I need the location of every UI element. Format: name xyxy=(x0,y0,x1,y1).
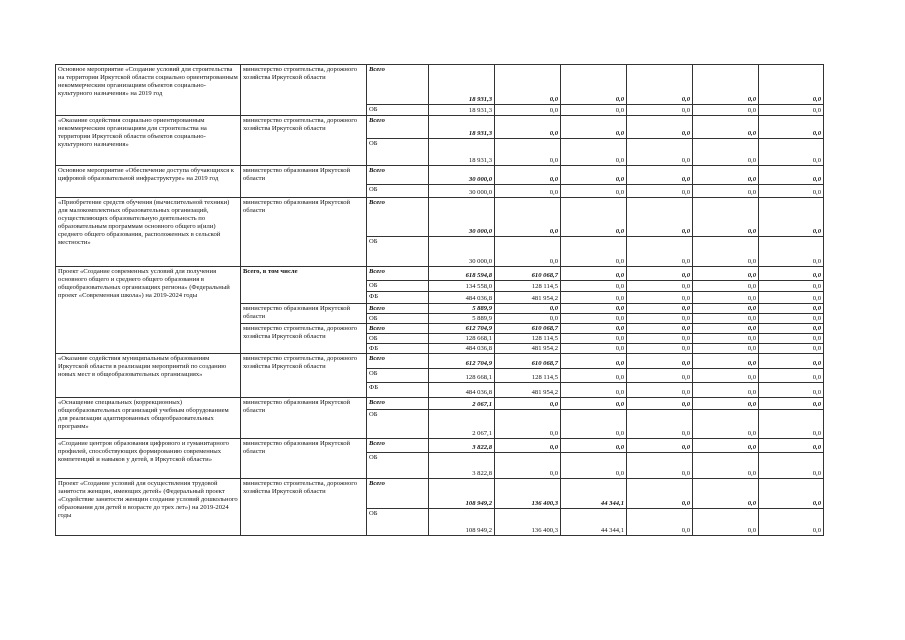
amount-cell: 0,0 xyxy=(759,369,824,383)
amount-cell: 0,0 xyxy=(561,139,627,166)
amount-cell: 0,0 xyxy=(627,398,693,410)
amount-cell: 0,0 xyxy=(759,324,824,334)
amount-cell: 481 954,2 xyxy=(495,292,561,304)
amount-cell: 0,0 xyxy=(495,410,561,439)
amount-cell: 0,0 xyxy=(561,185,627,198)
amount-cell: 484 036,8 xyxy=(429,344,495,354)
amount-cell: 0,0 xyxy=(627,369,693,383)
table-row xyxy=(56,65,824,105)
amount-cell: 108 949,2 xyxy=(429,509,495,536)
measure-description: Основное мероприятие «Создание условий для строительства на территории Иркутской области социально ориентированным некоммерческим организациям объектов социально-культурного назначения» на 2019 год xyxy=(56,65,241,116)
amount-cell: 0,0 xyxy=(627,139,693,166)
amount-cell: 0,0 xyxy=(495,139,561,166)
amount-cell: 0,0 xyxy=(693,198,759,237)
amount-cell: 128 114,5 xyxy=(495,369,561,383)
amount-cell: 0,0 xyxy=(693,479,759,509)
funding-source: ОБ xyxy=(367,334,429,344)
amount-cell: 0,0 xyxy=(627,410,693,439)
amount-cell: 0,0 xyxy=(495,453,561,479)
funding-source: ОБ xyxy=(367,509,429,536)
funding-source: ОБ xyxy=(367,314,429,324)
amount-cell: 0,0 xyxy=(495,439,561,453)
funding-source: Всего xyxy=(367,479,429,509)
amount-cell: 0,0 xyxy=(561,237,627,267)
amount-cell: 0,0 xyxy=(759,237,824,267)
measure-description: Проект «Создание условий для осуществления трудовой занятости женщин, имеющих детей» (Федеральный проект «Содействие занятости женщин создание условий дошкольного образования для детей в возрасте до трех лет») на 2019-2024 годы xyxy=(56,479,241,536)
measure-description: «Оказание содействия муниципальным образованиям Иркутской области в реализации мероприятий по созданию новых мест в общеобразовательных организациях» xyxy=(56,354,241,398)
responsible-executor: министерство образования Иркутской области xyxy=(241,439,367,479)
responsible-executor: министерство строительства, дорожного хозяйства Иркутской области xyxy=(241,65,367,116)
amount-cell: 0,0 xyxy=(759,354,824,369)
amount-cell: 0,0 xyxy=(561,334,627,344)
amount-cell: 18 931,3 xyxy=(429,65,495,105)
amount-cell: 0,0 xyxy=(561,410,627,439)
amount-cell: 0,0 xyxy=(627,453,693,479)
table-row xyxy=(56,398,824,410)
responsible-executor: министерство образования Иркутской области xyxy=(241,198,367,267)
responsible-executor: министерство образования Иркутской области xyxy=(241,304,367,324)
funding-source: Всего xyxy=(367,116,429,139)
funding-source: ОБ xyxy=(367,139,429,166)
amount-cell: 0,0 xyxy=(627,314,693,324)
amount-cell: 0,0 xyxy=(759,267,824,281)
responsible-executor: министерство строительства, дорожного хозяйства Иркутской области xyxy=(241,354,367,398)
amount-cell: 0,0 xyxy=(693,281,759,292)
amount-cell: 0,0 xyxy=(759,139,824,166)
amount-cell: 128 668,1 xyxy=(429,334,495,344)
amount-cell: 0,0 xyxy=(495,105,561,116)
funding-source: Всего xyxy=(367,198,429,237)
amount-cell: 0,0 xyxy=(759,314,824,324)
amount-cell: 0,0 xyxy=(627,166,693,185)
amount-cell: 0,0 xyxy=(627,509,693,536)
amount-cell: 618 594,8 xyxy=(429,267,495,281)
amount-cell: 0,0 xyxy=(627,354,693,369)
amount-cell: 481 954,2 xyxy=(495,344,561,354)
amount-cell: 0,0 xyxy=(693,304,759,314)
amount-cell: 0,0 xyxy=(561,398,627,410)
funding-source: Всего xyxy=(367,166,429,185)
amount-cell: 0,0 xyxy=(561,354,627,369)
amount-cell: 0,0 xyxy=(561,198,627,237)
amount-cell: 0,0 xyxy=(693,369,759,383)
amount-cell: 108 949,2 xyxy=(429,479,495,509)
amount-cell: 0,0 xyxy=(693,334,759,344)
amount-cell: 128 668,1 xyxy=(429,369,495,383)
amount-cell: 0,0 xyxy=(495,304,561,314)
amount-cell: 0,0 xyxy=(693,116,759,139)
amount-cell: 0,0 xyxy=(693,453,759,479)
measure-description: Основное мероприятие «Обеспечение доступа обучающихся к цифровой образовательной инфраструктуре» на 2019 год xyxy=(56,166,241,198)
table-body xyxy=(56,65,824,536)
amount-cell: 484 036,8 xyxy=(429,383,495,398)
document-page xyxy=(55,64,823,536)
amount-cell: 0,0 xyxy=(627,105,693,116)
amount-cell: 0,0 xyxy=(561,344,627,354)
amount-cell: 0,0 xyxy=(759,116,824,139)
funding-source: ОБ xyxy=(367,453,429,479)
amount-cell: 0,0 xyxy=(693,105,759,116)
amount-cell: 0,0 xyxy=(627,267,693,281)
amount-cell: 0,0 xyxy=(693,383,759,398)
amount-cell: 0,0 xyxy=(759,185,824,198)
amount-cell: 484 036,8 xyxy=(429,292,495,304)
responsible-executor: Всего, в том числе xyxy=(241,267,367,304)
amount-cell: 0,0 xyxy=(759,304,824,314)
amount-cell: 0,0 xyxy=(561,267,627,281)
amount-cell: 0,0 xyxy=(561,281,627,292)
amount-cell: 0,0 xyxy=(561,105,627,116)
amount-cell: 0,0 xyxy=(627,237,693,267)
funding-source: ОБ xyxy=(367,281,429,292)
funding-source: Всего xyxy=(367,439,429,453)
funding-source: ФБ xyxy=(367,383,429,398)
funding-source: Всего xyxy=(367,304,429,314)
amount-cell: 0,0 xyxy=(759,439,824,453)
amount-cell: 0,0 xyxy=(561,166,627,185)
measure-description: «Создание центров образования цифрового и гуманитарного профилей, способствующих формированию современных компетенций и навыков у детей, в Иркутской области» xyxy=(56,439,241,479)
amount-cell: 0,0 xyxy=(561,324,627,334)
amount-cell: 0,0 xyxy=(693,237,759,267)
amount-cell: 0,0 xyxy=(759,383,824,398)
amount-cell: 30 000,0 xyxy=(429,237,495,267)
responsible-executor: министерство образования Иркутской области xyxy=(241,166,367,198)
amount-cell: 0,0 xyxy=(495,116,561,139)
amount-cell: 44 344,1 xyxy=(561,509,627,536)
amount-cell: 134 558,0 xyxy=(429,281,495,292)
amount-cell: 30 000,0 xyxy=(429,185,495,198)
amount-cell: 0,0 xyxy=(759,292,824,304)
amount-cell: 0,0 xyxy=(693,139,759,166)
amount-cell: 0,0 xyxy=(759,344,824,354)
amount-cell: 0,0 xyxy=(561,65,627,105)
funding-source: Всего xyxy=(367,324,429,334)
responsible-executor: министерство строительства, дорожного хозяйства Иркутской области xyxy=(241,116,367,166)
amount-cell: 5 889,9 xyxy=(429,304,495,314)
amount-cell: 0,0 xyxy=(627,334,693,344)
amount-cell: 0,0 xyxy=(693,324,759,334)
amount-cell: 0,0 xyxy=(693,398,759,410)
measure-description: «Оказание содействия социально ориентированным некоммерческим организациям для строительства на территории Иркутской области объектов социально-культурного назначения» xyxy=(56,116,241,166)
amount-cell: 0,0 xyxy=(693,166,759,185)
amount-cell: 0,0 xyxy=(561,439,627,453)
amount-cell: 0,0 xyxy=(693,185,759,198)
amount-cell: 0,0 xyxy=(693,292,759,304)
amount-cell: 610 068,7 xyxy=(495,324,561,334)
amount-cell: 30 000,0 xyxy=(429,198,495,237)
funding-source: ОБ xyxy=(367,237,429,267)
amount-cell: 136 400,3 xyxy=(495,509,561,536)
amount-cell: 0,0 xyxy=(627,116,693,139)
responsible-executor: министерство образования Иркутской области xyxy=(241,398,367,439)
amount-cell: 30 000,0 xyxy=(429,166,495,185)
amount-cell: 0,0 xyxy=(495,314,561,324)
amount-cell: 0,0 xyxy=(759,453,824,479)
amount-cell: 0,0 xyxy=(627,439,693,453)
funding-source: ОБ xyxy=(367,185,429,198)
amount-cell: 2 067,1 xyxy=(429,410,495,439)
amount-cell: 481 954,2 xyxy=(495,383,561,398)
measure-description: Проект «Создание современных условий для получения основного общего и среднего общего образования в общеобразовательных организациях региона» (Федеральный проект «Современная школа») на 2019-2024 годы xyxy=(56,267,241,354)
amount-cell: 0,0 xyxy=(561,314,627,324)
budget-table xyxy=(55,64,824,536)
funding-source: Всего xyxy=(367,65,429,105)
amount-cell: 0,0 xyxy=(495,398,561,410)
responsible-executor: министерство строительства, дорожного хозяйства Иркутской области xyxy=(241,324,367,354)
amount-cell: 0,0 xyxy=(693,439,759,453)
measure-description: «Приобретение средств обучения (вычислительной техники) для малокомплектных образовательных организаций, осуществляющих образовательную деятельность по образовательным программам основного общего и(или) среднего общего образования, расположенных в сельской местности» xyxy=(56,198,241,267)
amount-cell: 18 931,3 xyxy=(429,105,495,116)
table-row xyxy=(56,166,824,185)
amount-cell: 128 114,5 xyxy=(495,334,561,344)
amount-cell: 18 931,3 xyxy=(429,139,495,166)
funding-source: Всего xyxy=(367,354,429,369)
amount-cell: 0,0 xyxy=(627,324,693,334)
amount-cell: 0,0 xyxy=(759,105,824,116)
amount-cell: 0,0 xyxy=(627,479,693,509)
table-row xyxy=(56,116,824,139)
amount-cell: 0,0 xyxy=(759,479,824,509)
amount-cell: 0,0 xyxy=(561,116,627,139)
amount-cell: 0,0 xyxy=(561,453,627,479)
amount-cell: 0,0 xyxy=(693,410,759,439)
table-row xyxy=(56,479,824,509)
table-row xyxy=(56,439,824,453)
funding-source: ОБ xyxy=(367,369,429,383)
amount-cell: 0,0 xyxy=(495,198,561,237)
funding-source: ФБ xyxy=(367,344,429,354)
amount-cell: 136 400,3 xyxy=(495,479,561,509)
amount-cell: 610 068,7 xyxy=(495,267,561,281)
amount-cell: 18 931,3 xyxy=(429,116,495,139)
amount-cell: 0,0 xyxy=(693,65,759,105)
amount-cell: 0,0 xyxy=(759,281,824,292)
amount-cell: 0,0 xyxy=(759,334,824,344)
amount-cell: 0,0 xyxy=(759,65,824,105)
table-row xyxy=(56,267,824,281)
amount-cell: 0,0 xyxy=(627,292,693,304)
amount-cell: 0,0 xyxy=(495,65,561,105)
amount-cell: 0,0 xyxy=(693,509,759,536)
amount-cell: 0,0 xyxy=(561,369,627,383)
amount-cell: 0,0 xyxy=(759,509,824,536)
amount-cell: 0,0 xyxy=(627,304,693,314)
responsible-executor: министерство строительства, дорожного хозяйства Иркутской области xyxy=(241,479,367,536)
amount-cell: 0,0 xyxy=(627,185,693,198)
funding-source: ОБ xyxy=(367,105,429,116)
amount-cell: 0,0 xyxy=(561,292,627,304)
amount-cell: 0,0 xyxy=(627,344,693,354)
amount-cell: 0,0 xyxy=(627,383,693,398)
amount-cell: 0,0 xyxy=(495,237,561,267)
amount-cell: 5 889,9 xyxy=(429,314,495,324)
amount-cell: 0,0 xyxy=(693,344,759,354)
amount-cell: 0,0 xyxy=(693,354,759,369)
amount-cell: 0,0 xyxy=(561,383,627,398)
amount-cell: 0,0 xyxy=(759,198,824,237)
amount-cell: 0,0 xyxy=(627,65,693,105)
table-row xyxy=(56,198,824,237)
amount-cell: 0,0 xyxy=(495,166,561,185)
amount-cell: 0,0 xyxy=(759,410,824,439)
table-row xyxy=(56,354,824,369)
amount-cell: 0,0 xyxy=(693,267,759,281)
amount-cell: 0,0 xyxy=(693,314,759,324)
funding-source: Всего xyxy=(367,398,429,410)
amount-cell: 0,0 xyxy=(759,398,824,410)
amount-cell: 0,0 xyxy=(561,304,627,314)
amount-cell: 0,0 xyxy=(627,281,693,292)
funding-source: Всего xyxy=(367,267,429,281)
funding-source: ФБ xyxy=(367,292,429,304)
measure-description: «Оснащение специальных (коррекционных) общеобразовательных организаций учебным оборудованием для реализации адаптированных общеобразовательных программ» xyxy=(56,398,241,439)
amount-cell: 612 704,9 xyxy=(429,324,495,334)
amount-cell: 128 114,5 xyxy=(495,281,561,292)
amount-cell: 0,0 xyxy=(495,185,561,198)
amount-cell: 612 704,9 xyxy=(429,354,495,369)
funding-source: ОБ xyxy=(367,410,429,439)
amount-cell: 3 822,8 xyxy=(429,453,495,479)
amount-cell: 0,0 xyxy=(759,166,824,185)
amount-cell: 0,0 xyxy=(627,198,693,237)
amount-cell: 610 068,7 xyxy=(495,354,561,369)
amount-cell: 3 822,8 xyxy=(429,439,495,453)
amount-cell: 44 344,1 xyxy=(561,479,627,509)
amount-cell: 2 067,1 xyxy=(429,398,495,410)
